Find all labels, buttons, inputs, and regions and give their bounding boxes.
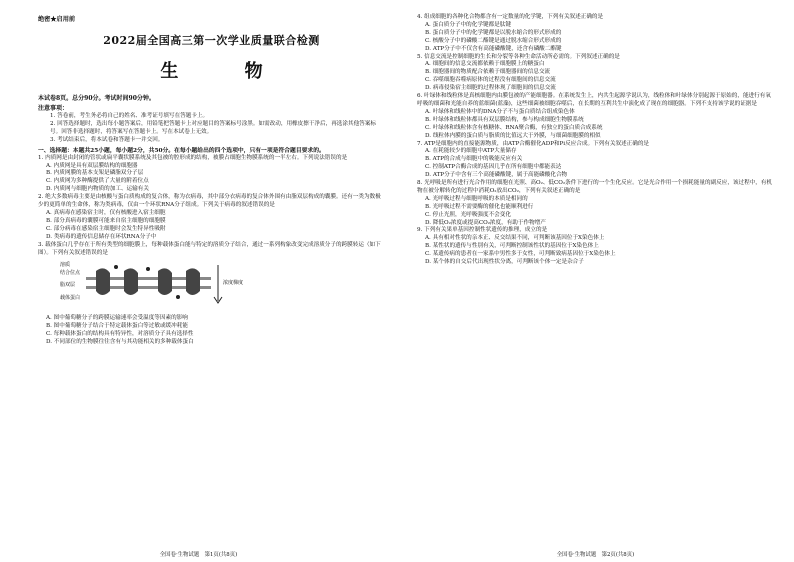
question-2 [38,194,385,241]
option-d: D. 不同部位的生物膜往往含有与其功能相关的多种载体蛋白 [46,339,194,346]
label-bilayer: 脂双层 [60,282,76,289]
option-a: A. 内质网是具有双层膜结构的细胞器 [46,162,138,169]
option-c: C. 某遗传病的患者在一家系中男性多于女性，可判断致病基因位于X染色体上 [425,251,616,258]
subject-title: 生 物 [160,61,293,82]
option-b: B. 蛋白质分子中的化学键都是以脱水缩合的形式形成的 [425,29,562,36]
option-a: A. 蛋白质分子中的化学键都是肽键 [425,21,511,28]
option-d: D. 病毒侵染宿主细胞的过程体现了细胞间的信息交流 [425,85,556,92]
label-solute: 溶质 [60,262,71,269]
question-stem: 7. ATP是细胞内的直接能源物质，由ATP合酶催化ADP和Pi反应合成。下列有关叙述正确的是 [417,140,650,147]
option-b: B. 某性状的遗传与性别有关，可判断控制该性状的基因位于X染色体上 [425,243,599,250]
option-a: A. 具有相对性状的亲本正、反交结果不同，可判断该基因位于X染色体上 [425,235,605,242]
option-b: B. 内质网膜的基本支架是磷脂双分子层 [46,170,144,177]
label-binding-site: 结合位点 [60,270,81,277]
option-d: D. ATP分子中不仅含有高能磷酸键，还含有磷酸二酯键 [425,45,562,52]
option-a: A. 细胞间的信息交流都依赖于细胞膜上的糖蛋白 [425,61,545,68]
option-b: B. 光呼吸过程不需要酶的催化也能顺利进行 [425,203,534,210]
option-b: B. 部分真病毒的囊膜可能来自宿主细胞的细胞膜 [46,217,166,224]
notes-heading: 注意事项： [38,105,69,112]
question-stem: 5. 信息交流是控制细胞的生长和分裂等各种生命活动所必需的。下列叙述正确的是 [417,53,620,60]
question-stem: 4. 组成细胞的各种化合物都含有一定数量的化学键，下列有关叙述正确的是 [417,14,604,20]
question-8 [417,180,776,227]
exam-meta: 本试卷8页。总分90分。考试时间90分钟。 [38,95,155,102]
option-c: C. 部分病毒在感染宿主细胞时会发生特异性吸附 [46,225,166,232]
secret-label: 绝密★启用前 [38,16,76,23]
question-7 [417,141,776,181]
carrier-shape-1 [96,269,110,296]
option-a: A. 光呼吸过程与细胞呼吸的本质是相同的 [425,195,528,202]
option-b: B. 细胞器间的物质配合依赖于细胞器间的信息交流 [425,69,551,76]
option-a: A. 在耗能较少的细胞中ATP大量储存 [425,148,517,155]
question-9 [417,227,776,267]
question-stem: 9. 下列有关果单基因控制性状遗传的推理，成立的是 [417,227,548,234]
page-footer-left: 全国卷·生物试题 第1页(共8页) [159,552,238,558]
carrier-shape-4 [186,269,200,296]
option-a: A. 图中葡萄糖分子的跨膜运输速率会受温度等因素的影响 [46,315,188,322]
carrier-shape-3 [158,269,172,296]
note-2: 2. 回答选择题时，选出每小题答案后，用铅笔把答题卡上对应题目的答案标号涂黑。如需改动，用橡皮擦干净后，再选涂其他答案标号。回答非选择题时，将答案写在答题卡上。写在本试卷上无效。 [50,120,376,135]
note-3: 3. 考试结束后，将本试卷和答题卡一并交回。 [50,136,164,143]
question-5 [417,54,776,94]
option-b: B. 图中葡萄糖分子结合于特定载体蛋白等过敏或缓冲耗能 [46,323,188,330]
solute-dot [146,267,150,271]
carrier-protein-diagram [58,259,258,309]
carrier-shape-2 [124,269,138,296]
question-4 [417,14,776,54]
note-1: 1. 答卷前，考生务必将自己的姓名、准考证号填写在答题卡上。 [50,113,209,119]
page-footer-right: 全国卷·生物试题 第2页(共8页) [556,552,635,558]
option-d: D. 某个体的自交后代出现性状分离，可判断该个体一定是杂合子 [425,259,584,266]
option-d: D. 线粒体内膜的蛋白质与脂质的比值远大于外膜，与细菌细胞膜的相似 [425,132,601,139]
option-b: B. ATP的合成与细胞中的吸能反应有关 [425,156,523,163]
question-stem: 8. 光呼吸是所有进行光合作用的细胞在光照、高O₂、低CO₂条件下进行的一个生化反应。它是光合作用一个损耗能量的副反应，该过程中，有机物在被分解转化的过程中消耗O₂放出CO₂，下列有关叙述正确的是 [417,180,773,194]
page-right [397,0,794,562]
option-c: C. 内质网为多种酶提供了大量的附着位点 [46,178,149,185]
question-stem: 1. 内质网是由封闭的管状或扁平囊状膜系统及其包被的腔形成的结构，被膜占细胞生物膜系统的一半左右。下列说法错误的是 [38,154,348,161]
label-carrier: 载体蛋白 [60,295,81,302]
question-3 [38,242,385,347]
option-d: D. 类病毒的遗传信息储存在环状RNA分子中 [46,233,157,240]
option-a: A. 真病毒在感染宿主时，仅有核酸进入宿主细胞 [46,209,166,216]
solute-dot [176,295,180,299]
option-d: D. 内质网与细胞内物质的加工、运输有关 [46,186,149,193]
question-stem: 2. 绝大多数病毒主要是由核酸与蛋白质构成的复合体，称为衣病毒，其中部分衣病毒的复合体外围有由脂双层构成的囊膜。还有一类为数极少的更简单的生命体，称为类病毒，仅由一个环状RNA分子组成。下列关于病毒的叙述错误的是 [38,194,381,209]
option-c: C. 叶绿体和线粒体含有核糖体、RNA聚合酶，有独立的蛋白质合成系统 [425,124,603,131]
section-heading: 一、选择题：本题共25小题，每小题2分，共50分。在每小题给出的四个选项中，只有一项是符合题目要求的。 [38,147,325,154]
label-gradient: 浓度梯度 [223,280,244,287]
option-d: D. ATP分子中含有三个高能磷酸键，属于高能磷酸化合物 [425,172,568,179]
question-stem: 3. 载体蛋白几乎存在于所有类型的细胞膜上，每种载体蛋白能与特定的溶质分子结合，通过一系列构象改变完成溶质分子的跨膜转运（如下图）。下列有关叙述错误的是 [38,241,381,256]
question-6 [417,93,776,140]
gradient-arrow-icon [214,265,222,303]
option-c: C. 每种载体蛋白的结构具有特异性，对溶质分子具有选择性 [46,331,194,338]
option-c: C. 控制ATP合酶合成的基因几乎在所有细胞中都能表达 [425,164,562,171]
exam-title: 2022届全国高三第一次学业质量联合检测 [103,34,320,47]
solute-dot [114,265,118,269]
option-c: C. 停止光照，光呼吸强度不会变化 [425,211,511,218]
option-c: C. 核酸分子中的磷酸二酯键是通过脱水缩合形式形成的 [425,37,562,44]
option-d: D. 降低O₂浓度或提高CO₂浓度，有助于作物增产 [425,219,546,226]
option-a: A. 叶绿体和线粒体中的DNA分子不与蛋白质结合组成染色体 [425,108,575,115]
question-1 [38,155,385,195]
option-c: C. 吞噬细胞吞噬病原体的过程没有细胞间的信息交流 [425,77,556,84]
option-b: B. 叶绿体和线粒体都具有双层膜结构，参与构成细胞生物膜系统 [425,116,584,123]
question-stem: 6. 叶绿体和线粒体是真核细胞内由膜包被的产能细胞器。在系统发生上，内共生起源学说认为，线粒体和叶绿体分别起源于原始的，能进行有氧呼吸的细菌和光能自养的蓝细菌(蓝藻)，这些细菌被细胞吞噬后，在长期的互利共生中演化成了现在的细胞器。下列不支持该学说的证据是 [417,93,771,107]
